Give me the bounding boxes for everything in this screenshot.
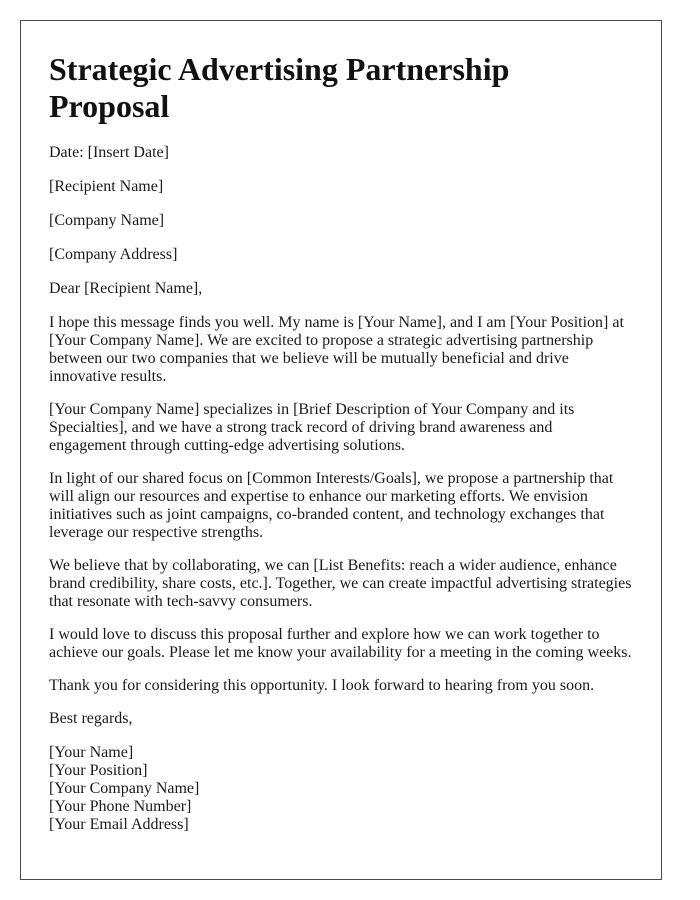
body-paragraph-benefits: We believe that by collaborating, we can [List Benefits: reach a wider audience, enhance brand credibility, share costs, etc.]. Together, we can create impactful advertising strategies that resonate with tech-savvy consumers. [49, 557, 632, 610]
signature-block [49, 744, 633, 834]
body-paragraph-intro: I hope this message finds you well. My name is [Your Name], and I am [Your Position] at [Your Company Name]. We are excited to propose a strategic advertising partnership between our two companies that we believe will be mutually beneficial and drive innovative results. [49, 314, 624, 385]
body-paragraph-thanks: Thank you for considering this opportunity. I look forward to hearing from you soon. [49, 677, 595, 694]
body-paragraph-company: [Your Company Name] specializes in [Brief Description of Your Company and its Specialties], and we have a strong track record of driving brand awareness and engagement through cutting-edge advertising solutions. [49, 401, 575, 454]
letter-page [20, 20, 662, 880]
company-name: [Company Name] [49, 212, 165, 229]
signature-phone: [Your Phone Number] [49, 798, 192, 815]
letter-title: Strategic Advertising Partnership Proposal [49, 51, 510, 124]
signature-company: [Your Company Name] [49, 780, 200, 797]
closing: Best regards, [49, 710, 133, 727]
company-address: [Company Address] [49, 246, 178, 263]
recipient-name: [Recipient Name] [49, 178, 164, 195]
body-paragraph-meeting: I would love to discuss this proposal further and explore how we can work together to achieve our goals. Please let me know your availability for a meeting in the coming weeks. [49, 626, 632, 661]
signature-email: [Your Email Address] [49, 816, 189, 833]
salutation: Dear [Recipient Name], [49, 280, 203, 297]
signature-name: [Your Name] [49, 744, 134, 761]
signature-position: [Your Position] [49, 762, 148, 779]
date-line: Date: [Insert Date] [49, 144, 169, 161]
body-paragraph-proposal: In light of our shared focus on [Common Interests/Goals], we propose a partnership that will align our resources and expertise to enhance our marketing efforts. We envision initiatives such as joint campaigns, co-branded content, and technology exchanges that leverage our respective strengths. [49, 470, 614, 541]
